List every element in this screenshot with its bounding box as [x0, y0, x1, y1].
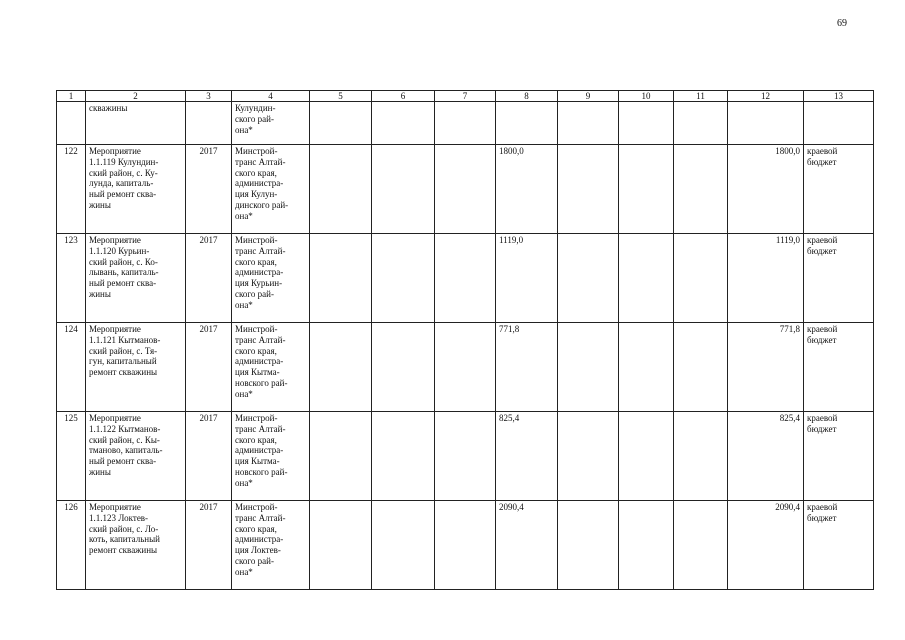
cell-empty	[674, 145, 728, 234]
cell-year: 2017	[186, 412, 232, 501]
cell-empty	[435, 501, 496, 590]
cell-name: Мероприятие 1.1.119 Кулундин- ский район, с. Ку- лунда, капиталь- ный ремонт сква- жины	[86, 145, 186, 234]
cell-source: краевой бюджет	[804, 234, 874, 323]
column-header: 8	[496, 91, 558, 102]
cell-regional: 1119,0	[728, 234, 804, 323]
cell-total: 825,4	[496, 412, 558, 501]
cell-empty	[435, 412, 496, 501]
cell-empty	[558, 501, 619, 590]
cell-name: Мероприятие 1.1.120 Курьин- ский район, с. Ко- лывань, капиталь- ный ремонт сква- жины	[86, 234, 186, 323]
cell-total	[496, 102, 558, 145]
column-header: 9	[558, 91, 619, 102]
cell-empty	[435, 323, 496, 412]
cell-total: 1800,0	[496, 145, 558, 234]
cell-empty	[310, 412, 372, 501]
cell-year	[186, 102, 232, 145]
cell-no: 122	[57, 145, 86, 234]
table-row	[57, 234, 874, 323]
cell-total: 2090,4	[496, 501, 558, 590]
cell-year: 2017	[186, 501, 232, 590]
cell-empty	[372, 234, 435, 323]
table-row	[57, 145, 874, 234]
column-header: 6	[372, 91, 435, 102]
cell-regional: 2090,4	[728, 501, 804, 590]
cell-source: краевой бюджет	[804, 323, 874, 412]
cell-empty	[674, 234, 728, 323]
cell-empty	[310, 145, 372, 234]
cell-empty	[619, 102, 674, 145]
page-number: 69	[837, 18, 847, 29]
cell-empty	[619, 412, 674, 501]
cell-executor: Минстрой- транс Алтай- ского края, администра- ция Кытма- новского рай- она*	[232, 323, 310, 412]
cell-empty	[674, 501, 728, 590]
continuation-row	[57, 102, 874, 145]
cell-year: 2017	[186, 323, 232, 412]
cell-empty	[310, 501, 372, 590]
cell-empty	[372, 102, 435, 145]
program-table	[56, 90, 874, 590]
cell-empty	[674, 412, 728, 501]
column-header: 13	[804, 91, 874, 102]
column-header: 4	[232, 91, 310, 102]
table-row	[57, 412, 874, 501]
cell-empty	[435, 102, 496, 145]
cell-regional: 771,8	[728, 323, 804, 412]
table-row	[57, 323, 874, 412]
cell-regional	[728, 102, 804, 145]
column-header: 10	[619, 91, 674, 102]
cell-empty	[558, 145, 619, 234]
cell-executor: Кулундин- ского рай- она*	[232, 102, 310, 145]
cell-executor: Минстрой- транс Алтай- ского края, администра- ция Локтев- ского рай- она*	[232, 501, 310, 590]
cell-no: 126	[57, 501, 86, 590]
cell-executor: Минстрой- транс Алтай- ского края, администра- ция Кулун- динского рай- она*	[232, 145, 310, 234]
table-row	[57, 501, 874, 590]
column-header: 3	[186, 91, 232, 102]
cell-no: 123	[57, 234, 86, 323]
cell-empty	[619, 501, 674, 590]
cell-empty	[558, 234, 619, 323]
cell-no	[57, 102, 86, 145]
cell-executor: Минстрой- транс Алтай- ского края, администра- ция Кытма- новского рай- она*	[232, 412, 310, 501]
cell-name: Мероприятие 1.1.123 Локтев- ский район, с. Ло- коть, капитальный ремонт скважины	[86, 501, 186, 590]
cell-empty	[619, 145, 674, 234]
cell-name: Мероприятие 1.1.121 Кытманов- ский район, с. Тя- гун, капитальный ремонт скважины	[86, 323, 186, 412]
cell-empty	[619, 323, 674, 412]
cell-year: 2017	[186, 145, 232, 234]
column-header: 12	[728, 91, 804, 102]
cell-name: Мероприятие 1.1.122 Кытманов- ский район, с. Кы- тманово, капиталь- ный ремонт сква- жины	[86, 412, 186, 501]
cell-total: 771,8	[496, 323, 558, 412]
cell-executor: Минстрой- транс Алтай- ского края, администра- ция Курьин- ского рай- она*	[232, 234, 310, 323]
cell-no: 124	[57, 323, 86, 412]
column-header: 1	[57, 91, 86, 102]
cell-empty	[558, 412, 619, 501]
cell-empty	[558, 323, 619, 412]
cell-empty	[372, 412, 435, 501]
column-header: 7	[435, 91, 496, 102]
cell-empty	[619, 234, 674, 323]
cell-empty	[674, 323, 728, 412]
cell-source: краевой бюджет	[804, 145, 874, 234]
cell-empty	[310, 102, 372, 145]
cell-total: 1119,0	[496, 234, 558, 323]
cell-regional: 1800,0	[728, 145, 804, 234]
cell-source: краевой бюджет	[804, 412, 874, 501]
cell-empty	[310, 323, 372, 412]
cell-empty	[674, 102, 728, 145]
cell-empty	[435, 234, 496, 323]
cell-regional: 825,4	[728, 412, 804, 501]
column-header: 5	[310, 91, 372, 102]
cell-empty	[372, 323, 435, 412]
cell-empty	[310, 234, 372, 323]
column-header: 2	[86, 91, 186, 102]
header-row	[57, 91, 874, 102]
cell-source: краевой бюджет	[804, 501, 874, 590]
cell-empty	[372, 501, 435, 590]
cell-name: скважины	[86, 102, 186, 145]
cell-year: 2017	[186, 234, 232, 323]
cell-no: 125	[57, 412, 86, 501]
cell-empty	[558, 102, 619, 145]
cell-source	[804, 102, 874, 145]
cell-empty	[435, 145, 496, 234]
column-header: 11	[674, 91, 728, 102]
cell-empty	[372, 145, 435, 234]
